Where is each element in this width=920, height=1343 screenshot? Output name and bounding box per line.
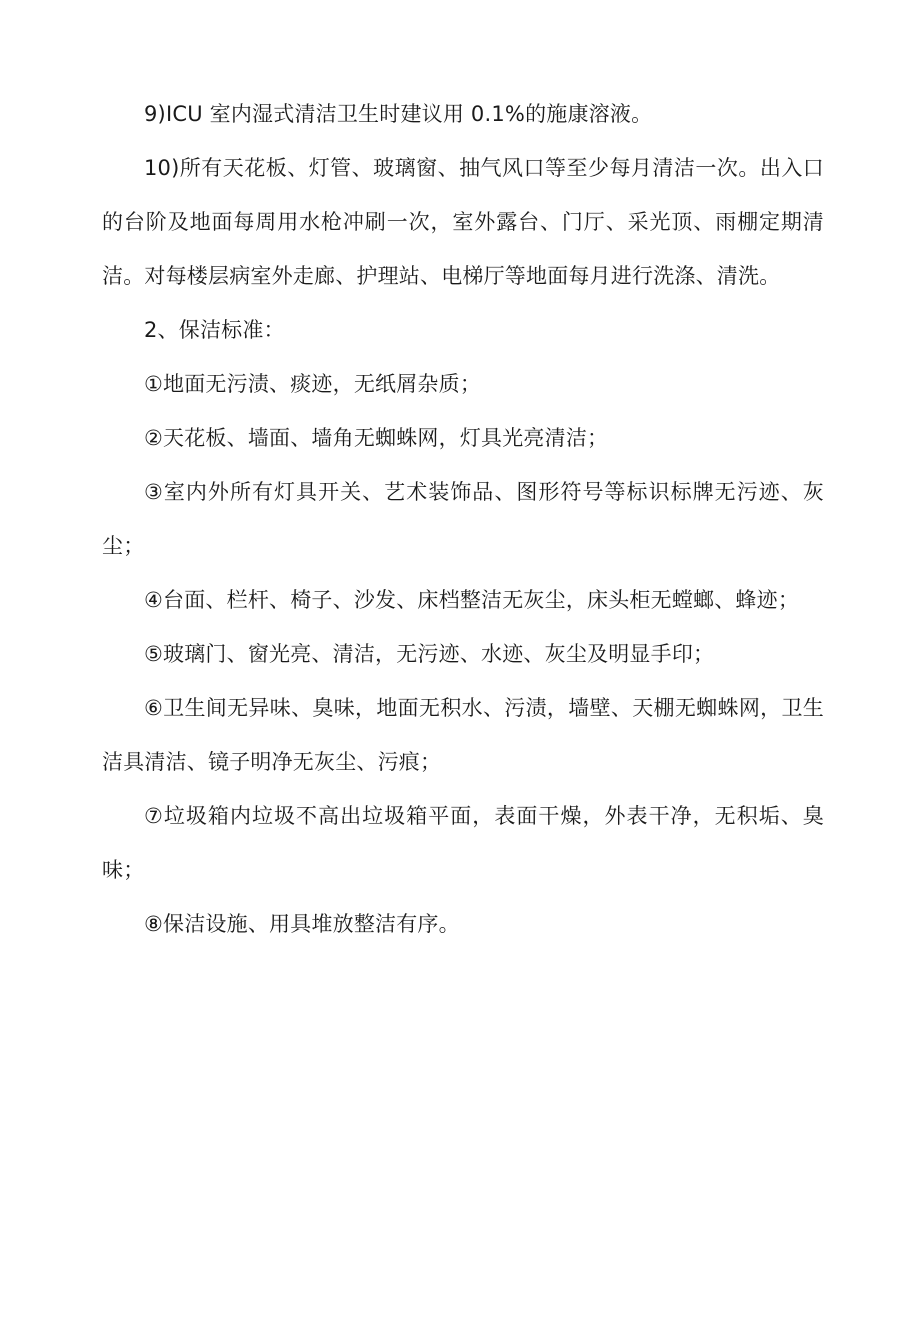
standard-item-6: ⑥卫生间无异味、臭味，地面无积水、污渍，墙壁、天棚无蜘蛛网，卫生洁具清洁、镜子明净无灰尘、污痕； bbox=[102, 696, 824, 774]
paragraph-item-10-cleaning-schedule: 10)所有天花板、灯管、玻璃窗、抽气风口等至少每月清洁一次。出入口的台阶及地面每周用水枪冲刷一次，室外露台、门厅、采光顶、雨棚定期清洁。对每楼层病室外走廊、护理站、电梯厅等地面每月进行洗涤、清洗。 bbox=[102, 156, 824, 288]
standard-item-8: ⑧保洁设施、用具堆放整洁有序。 bbox=[144, 912, 460, 936]
document-body bbox=[102, 87, 824, 951]
section-heading-cleaning-standards: 2、保洁标准： bbox=[144, 318, 285, 342]
standard-item-5: ⑤玻璃门、窗光亮、清洁，无污迹、水迹、灰尘及明显手印； bbox=[144, 642, 715, 666]
standard-item-2: ②天花板、墙面、墙角无蜘蛛网，灯具光亮清洁； bbox=[144, 426, 609, 450]
standard-item-3: ③室内外所有灯具开关、艺术装饰品、图形符号等标识标牌无污迹、灰尘； bbox=[102, 480, 824, 558]
standard-item-1: ①地面无污渍、痰迹，无纸屑杂质； bbox=[144, 372, 482, 396]
standard-item-7: ⑦垃圾箱内垃圾不高出垃圾箱平面，表面干燥，外表干净，无积垢、臭味； bbox=[102, 804, 824, 882]
paragraph-item-9-disinfectant: 9)ICU 室内湿式清洁卫生时建议用 0.1%的施康溶液。 bbox=[144, 102, 653, 126]
standard-item-4: ④台面、栏杆、椅子、沙发、床档整洁无灰尘，床头柜无螳螂、蜂迹； bbox=[144, 588, 800, 612]
